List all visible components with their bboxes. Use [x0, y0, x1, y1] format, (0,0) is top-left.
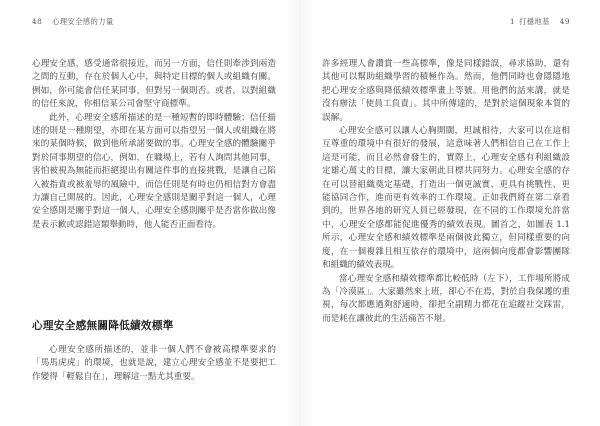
right-paragraph-1: 許多經理人會讚賞一些高標準，像是同樣錯誤，尋求協助，還有其他可以幫助組織學習的積極作為。然而，他們同時也會隱隱地把心理安全感與降低績效標準畫上等號。用他們的話來講，就是沒有辦法「使員工負責」。其中所傳達的，是對於這個現象本質的誤解。: [322, 59, 570, 123]
right-page-number: 49: [559, 17, 570, 26]
right-paragraph-2: 心理安全感可以讓人心胸開闊，坦誠相待，大家可以在這相互尊重的環境中有很好的發展，這意味著人們相信自己在工作上這是可能，而且必然會發生的，實際上，心理安全感有利組織設定雄心萬丈的目標，讓大家朝此目標共同努力。心理安全感的存在可以替組織奠定基礎，打造出一個更誠實、更具有挑戰性、更能協同合作，進而更有效率的工作環境。正如我們將在第二章看到的，世界各地的研究人員已經發現，在不同的工作環境允許當中，心理安全感都能促進優秀的績效表現。圖首之，如圖表 1.1 所示，心理安全感和績效標準是兩個彼此獨立，但同樣重要的向度，在一個複雜且相互依存的環境中，這兩個向度都會影響團隊和組織的績效表現。: [322, 126, 570, 271]
right-running-title: 打穩地基: [519, 17, 550, 26]
left-running-title: 心理安全感的力量: [52, 17, 114, 26]
section-heading: 心理安全感無關降低績效標準: [32, 320, 174, 332]
left-paragraph-1: 心理安全感，感受通常很接近，而另一方面，信任則牽涉到兩造之間的互動，存在於個人心中，與特定目標的個人或組織有關。例如，你可能會信任某同事，但對另一個則否。或者，以對組織的信任來說，你相信某公司會堅守商標準。: [32, 59, 276, 110]
left-running-header: [32, 17, 114, 27]
left-paragraph-2: 此外，心理安全感所描述的是一種短暫的即時體驗；信任描述的則是一種期望，亦即在某方面可以指望另一個人或組織在將來的某個時候，做到他所承諾要做的事。心理安全感的體驗關乎對於同事期望的信心，例如，在職場上，若有人詢問其他同事，害怕被視為無能而拒絕提出有關這件事的直接挑戰，是讓自己陷入被指責或被羞辱的風險中，而信任則是有時也仍相信對方會盡力讓自己開展的。因此，心理安全感則是關乎對這一個人，心理安全感則是關乎對這一個人，心理安全感則關乎是否當你做出像是表示歉或認錯這類舉動時，他人能否正面看待。: [32, 112, 276, 230]
part-number: 1: [510, 17, 516, 26]
left-page-number: 48: [32, 17, 43, 26]
left-body-text: [32, 58, 276, 232]
left-body-after-heading: [32, 344, 276, 384]
right-page: [300, 0, 600, 426]
left-paragraph-3: 心理安全感所描述的，並非一個人們不會被高標準要求的「馬馬虎虎」的環境，也就是說，建立心理安全感並不是要把工作變得「輕鬆自在」，理解這一點尤其重要。: [32, 345, 276, 382]
right-running-header: [510, 17, 570, 27]
right-paragraph-3: 當心理安全感和績效標準都比較低時（左下），工作場所將成為「冷漠區」。大家雖然來上班，卻心不在焉，對於自我保護的重視，每次都應過夠舒適時，卻把全副精力都花在追蹤社交踩雷，而是耗在讓彼此的生活痛苦不堪。: [322, 273, 570, 324]
right-body-text: [322, 58, 570, 326]
